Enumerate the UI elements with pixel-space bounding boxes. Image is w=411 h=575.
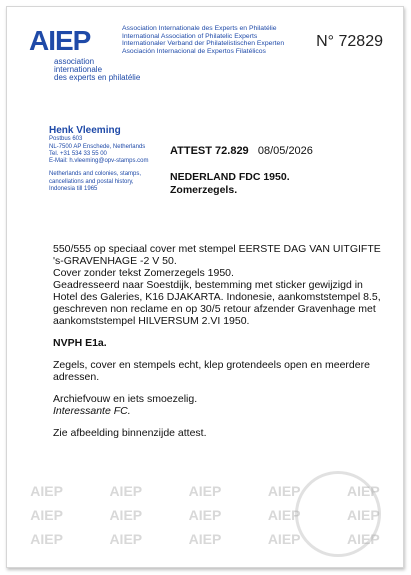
catalogue-ref: NVPH E1a.: [53, 337, 107, 349]
body-paragraph: Geadresseerd naar Soestdijk, bestemming met sticker gewijzigd in Hotel des Galeries, K16 DJAKARTA. Indonesie, aankomststempel 8.5, geschreven non reclame en op 30/5 retour afzender Gravenhage met aankomststempel HILVERSUM 2.VI 1950.: [53, 279, 381, 327]
watermark-row: AIEP AIEP AIEP AIEP AIEP: [30, 507, 380, 523]
body-paragraph: 550/555 op speciaal cover met stempel EERSTE DAG VAN UITGIFTE 's-GRAVENHAGE -2 V 50.: [53, 243, 381, 267]
body-paragraph: Zegels, cover en stempels echt, klep grotendeels open en meerdere adressen.: [53, 359, 370, 383]
body-paragraph: Zie afbeelding binnenzijde attest.: [53, 427, 207, 439]
body-paragraph: Cover zonder tekst Zomerzegels 1950.: [53, 267, 234, 279]
logo-subtitle: association internationale des experts en philatélie: [54, 57, 141, 82]
association-names: Association Internationale des Experts en Philatélie International Association of Philatelic Experts Internationaler Verband der Philatelistischen Experten Asociación Internacional de Expertos Filatélicos: [122, 25, 285, 55]
certificate-body: [53, 243, 383, 439]
seal-stamp: [295, 471, 381, 557]
logo-text: AIEP: [29, 25, 91, 56]
watermark-row: AIEP AIEP AIEP AIEP AIEP: [30, 483, 380, 499]
expert-name: Henk Vleeming: [49, 125, 121, 136]
certificate-number: N° 72829: [316, 33, 383, 50]
certificate-page: [6, 6, 404, 568]
attest-label: ATTEST: [170, 145, 212, 157]
sender-block: Henk Vleeming Postbus 603 NL-7500 AP Enschede, Netherlands Tel. +31 534 33 55 00 E-Mail: h.vleeming@opv-stamps.com Netherlands and colonies, stamps, cancellations and postal history, Indonesia till 1965: [49, 127, 179, 193]
body-paragraph: Archiefvouw en iets smoezelig.: [53, 393, 198, 405]
attest-line: [170, 145, 313, 157]
body-paragraph: Interessante FC.: [53, 405, 131, 417]
watermark-row: AIEP AIEP AIEP AIEP AIEP: [30, 531, 380, 547]
attest-number: 72.829: [215, 145, 249, 157]
subject: NEDERLAND FDC 1950. Zomerzegels.: [170, 171, 290, 196]
attest-date: 08/05/2026: [257, 145, 313, 157]
